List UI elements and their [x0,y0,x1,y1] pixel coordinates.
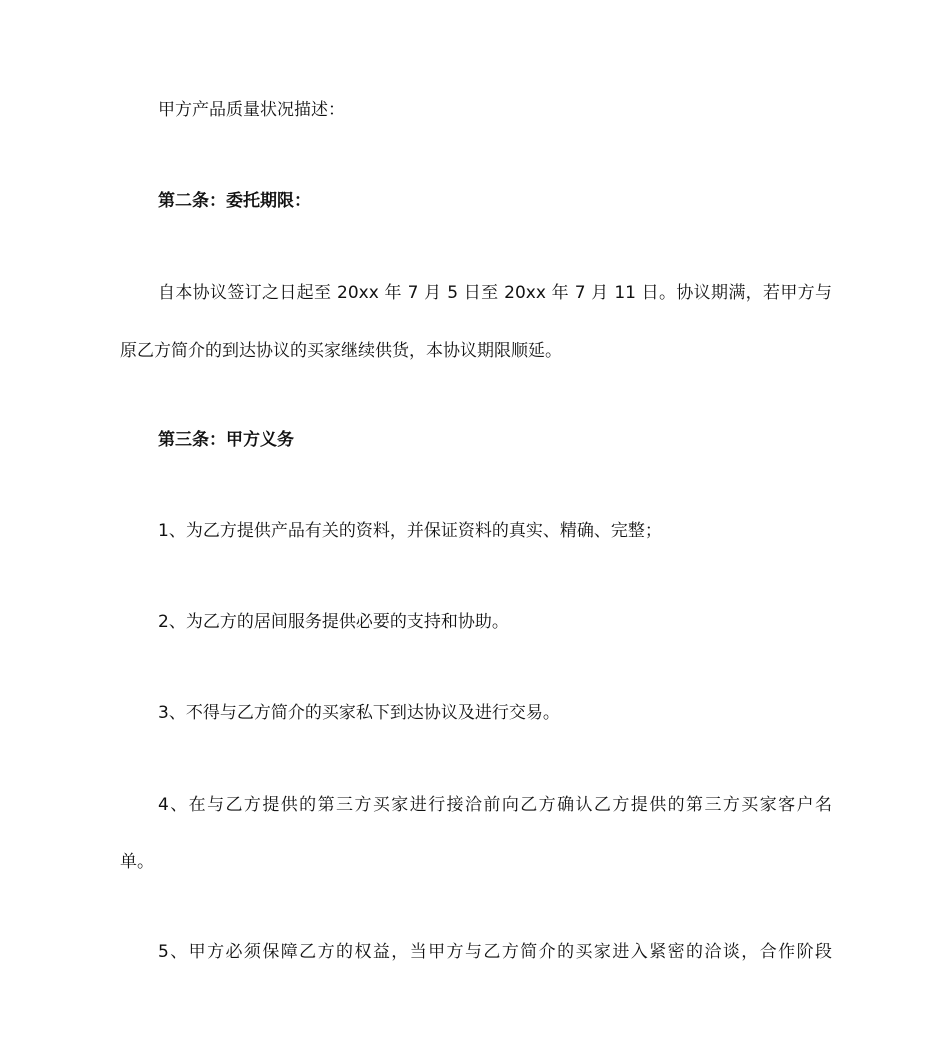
list-item-1: 1、为乙方提供产品有关的资料，并保证资料的真实、精确、完整； [158,521,662,541]
list-item-2: 2、为乙方的居间服务提供必要的支持和协助。 [158,612,509,632]
heading-article-2: 第二条：委托期限： [158,191,311,211]
list-item-3: 3、不得与乙方简介的买家私下到达协议及进行交易。 [158,703,560,723]
paragraph-term-line-2: 原乙方简介的到达协议的买家继续供货，本协议期限顺延。 [120,341,562,361]
list-item-4-line-1: 4、在与乙方提供的第三方买家进行接洽前向乙方确认乙方提供的第三方买家客户名 [158,795,832,815]
heading-article-3: 第三条：甲方义务 [158,430,294,450]
paragraph-quality-description: 甲方产品质量状况描述： [158,100,345,120]
list-item-5-line-1: 5、甲方必须保障乙方的权益，当甲方与乙方简介的买家进入紧密的洽谈，合作阶段 [158,942,832,962]
list-item-4-line-2: 单。 [120,852,154,872]
paragraph-term-line-1: 自本协议签订之日起至 20xx 年 7 月 5 日至 20xx 年 7 月 11 日。协议期满，若甲方与 [158,283,832,303]
